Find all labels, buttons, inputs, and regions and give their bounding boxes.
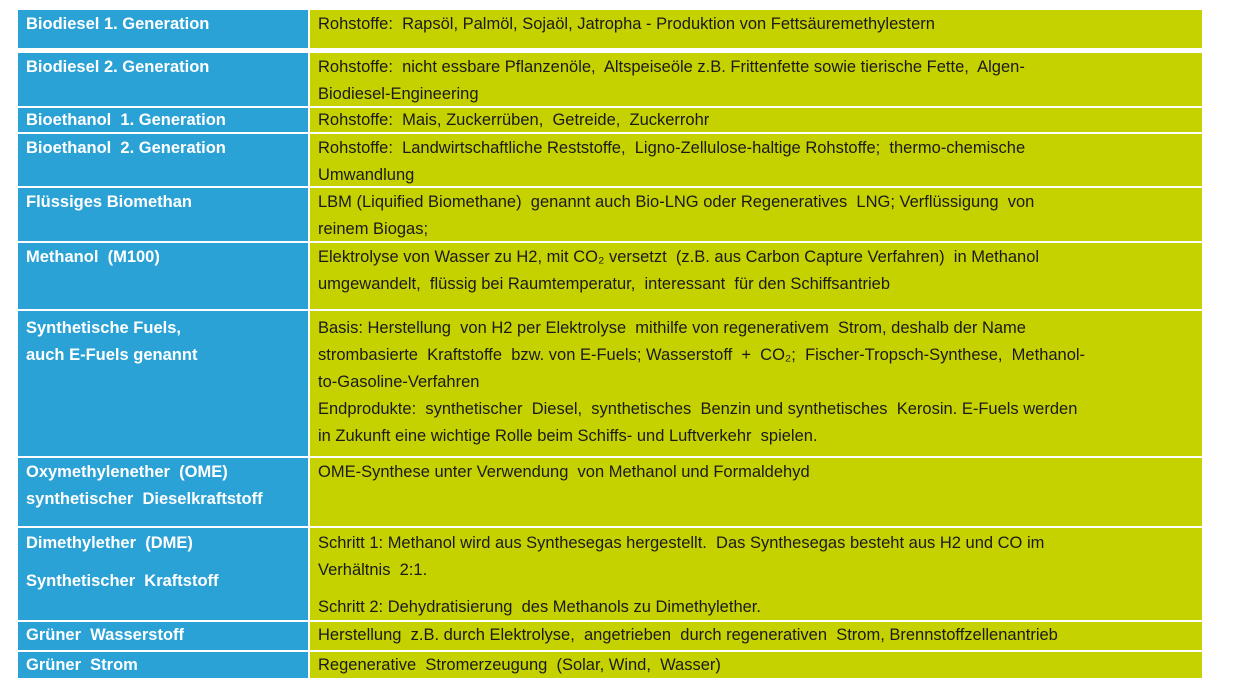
table-row — [18, 108, 1202, 134]
text-line: Herstellung z.B. durch Elektrolyse, angetrieben durch regenerativen Strom, Brennstoffzellenantrieb — [318, 626, 1058, 644]
table-row — [18, 134, 1202, 188]
label-line: Oxymethylenether (OME) — [26, 463, 228, 481]
table-row — [18, 458, 1202, 528]
text-line: LBM (Liquified Biomethane) genannt auch Bio-LNG oder Regeneratives LNG; Verflüssigung von — [318, 193, 1035, 211]
text-line: Biodiesel-Engineering — [318, 85, 479, 103]
text-line: Schritt 1: Methanol wird aus Synthesegas hergestellt. Das Synthesegas besteht aus H2 und CO im — [318, 534, 1045, 552]
text-line: Verhältnis 2:1. — [318, 561, 428, 579]
table-row — [18, 622, 1202, 652]
text-line: Regenerative Stromerzeugung (Solar, Wind, Wasser) — [318, 656, 721, 674]
row-description — [310, 458, 1202, 526]
text-line: umgewandelt, flüssig bei Raumtemperatur, interessant für den Schiffsantrieb — [318, 275, 890, 293]
label-line: Grüner Strom — [26, 656, 138, 674]
text-line: to-Gasoline-Verfahren — [318, 373, 480, 391]
row-description — [310, 622, 1202, 650]
row-label — [18, 622, 310, 650]
label-line: Flüssiges Biomethan — [26, 193, 192, 211]
row-label — [18, 134, 310, 186]
label-line: Bioethanol 2. Generation — [26, 139, 226, 157]
row-description — [310, 652, 1202, 678]
label-line: Grüner Wasserstoff — [26, 626, 185, 644]
text-line: Rohstoffe: Landwirtschaftliche Reststoffe, Ligno-Zellulose-haltige Rohstoffe; thermo-chemische — [318, 139, 1026, 157]
text-line: Umwandlung — [318, 166, 415, 184]
table-row — [18, 652, 1202, 678]
row-label — [18, 652, 310, 678]
text-line: Endprodukte: synthetischer Diesel, synthetisches Benzin und synthetisches Kerosin. E-Fuels werden — [318, 400, 1078, 418]
row-label — [18, 108, 310, 132]
row-description — [310, 243, 1202, 309]
text-line: in Zukunft eine wichtige Rolle beim Schiffs- und Luftverkehr spielen. — [318, 427, 818, 445]
row-description — [310, 10, 1202, 48]
row-description — [310, 311, 1202, 456]
label-line: Biodiesel 2. Generation — [26, 58, 210, 76]
row-label — [18, 53, 310, 106]
row-label — [18, 458, 310, 526]
row-description — [310, 53, 1202, 106]
row-label — [18, 188, 310, 241]
table-row — [18, 528, 1202, 622]
table-row — [18, 311, 1202, 458]
label-line: Biodiesel 1. Generation — [26, 15, 210, 33]
table-row — [18, 243, 1202, 311]
text-line: Basis: Herstellung von H2 per Elektrolyse mithilfe von regenerativem Strom, deshalb der Name — [318, 319, 1026, 337]
row-description — [310, 188, 1202, 241]
table-row — [18, 10, 1202, 53]
row-description — [310, 134, 1202, 186]
label-line: synthetischer Dieselkraftstoff — [26, 490, 263, 508]
text-line: Rohstoffe: Rapsöl, Palmöl, Sojaöl, Jatropha - Produktion von Fettsäuremethylestern — [318, 15, 935, 33]
row-description — [310, 528, 1202, 620]
text-line: Schritt 2: Dehydratisierung des Methanols zu Dimethylether. — [318, 598, 761, 616]
text-line: Rohstoffe: nicht essbare Pflanzenöle, Altspeiseöle z.B. Frittenfette sowie tierische Fette, Algen- — [318, 58, 1025, 76]
row-description — [310, 108, 1202, 132]
row-label — [18, 311, 310, 456]
text-line: Elektrolyse von Wasser zu H2, mit CO₂ versetzt (z.B. aus Carbon Capture Verfahren) in Methanol — [318, 248, 1040, 266]
table-row — [18, 188, 1202, 243]
table-row — [18, 53, 1202, 108]
row-label — [18, 528, 310, 620]
text-line: reinem Biogas; — [318, 220, 429, 238]
row-label — [18, 10, 310, 48]
text-line: strombasierte Kraftstoffe bzw. von E-Fuels; Wasserstoff + CO₂; Fischer-Tropsch-Synthese, Methanol- — [318, 346, 1086, 364]
text-line: OME-Synthese unter Verwendung von Methanol und Formaldehyd — [318, 463, 810, 481]
row-label — [18, 243, 310, 309]
text-line: Rohstoffe: Mais, Zuckerrüben, Getreide, Zuckerrohr — [318, 111, 710, 129]
fuel-table — [18, 10, 1202, 678]
label-line: Dimethylether (DME) — [26, 534, 193, 552]
label-line: auch E-Fuels genannt — [26, 346, 198, 364]
label-line: Bioethanol 1. Generation — [26, 111, 226, 129]
label-line: Methanol (M100) — [26, 248, 160, 266]
label-line: Synthetische Fuels, — [26, 319, 181, 337]
label-line: Synthetischer Kraftstoff — [26, 572, 219, 590]
